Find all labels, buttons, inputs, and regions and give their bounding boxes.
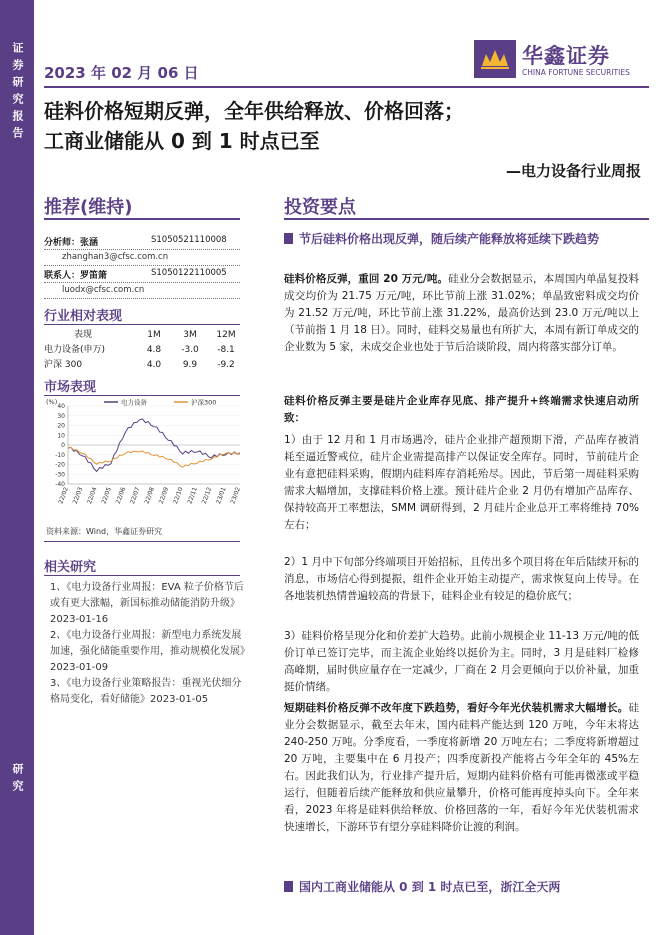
paragraph-4: 2）1 月中下旬部分终端项目开始招标，且传出多个项目将在年后陆续开标的消息，市场信心得到提振，组件企业开始主动提产，需求恢复向上传导。在各地装机热情普遍较高的背景下，硅料企业有较足的稳价底气； [284, 556, 639, 602]
x-tick-label: 22/09 [157, 486, 171, 505]
sidebar-label-top: 证券研究报告 [11, 42, 24, 144]
paragraph-5: 3）硅料价格呈现分化和价差扩大趋势。此前小规模企业 11-13 万元/吨的低价订单已签订完毕，而主流企业始终以挺价为主。同时，3 月是硅料厂检修高峰期，届时供应量存在一定减少，厂商在 2 月会更倾向于以价补量，加重挺价情绪。 [284, 630, 639, 693]
y-tick-label: 20 [57, 422, 65, 430]
report-date: 2023 年 02 月 06 日 [44, 64, 199, 82]
sidebar-label-bottom: 研究 [11, 763, 24, 797]
paragraph-1 [284, 271, 639, 356]
list-item[interactable]: 2、《电力设备行业周报：新型电力系统发展加速，强化储能重要作用，推动规模化发展》2023-01-09 [50, 630, 245, 673]
x-tick-label: 22/11 [186, 486, 199, 505]
logo-icon [474, 40, 516, 78]
x-tick-label: 22/07 [129, 486, 142, 505]
x-tick-label: 22/12 [200, 486, 214, 505]
divider [44, 282, 240, 283]
table-cell: -3.0 [181, 345, 199, 355]
list-item[interactable]: 1、《电力设备行业周报：EVA 粒子价格节后或有更大涨幅，新国标推动储能消防升级》2023-01-16 [50, 582, 244, 625]
contact-role: 联系人： [44, 271, 81, 281]
chart-bottom-rule [44, 541, 240, 542]
y-tick-label: -10 [55, 451, 65, 459]
legend-label: 电力设备 [121, 398, 147, 407]
x-tick-label: 22/05 [100, 486, 113, 505]
table-cell: 4.8 [146, 345, 162, 355]
x-tick-label: 22/02 [57, 486, 70, 505]
report-title-line2: 工商业储能从 0 到 1 时点已至 [44, 129, 320, 153]
report-title-line1: 硅料价格短期反弹，全年供给释放、价格回落； [44, 99, 464, 123]
square-bullet-icon [284, 233, 293, 244]
perf-heading: 行业相对表现 [44, 309, 123, 324]
perf-header-cell: 1M [147, 330, 161, 340]
table-cell: 9.9 [182, 360, 198, 370]
table-row [44, 343, 244, 358]
divider [44, 249, 240, 250]
logo-name-en: CHINA FORTUNE SECURITIES [522, 68, 630, 77]
logo-name-cn: 华鑫证券 [522, 44, 610, 68]
x-tick-label: 23/01 [215, 486, 228, 505]
y-tick-label: -30 [55, 471, 65, 479]
perf-header-cell: 3M [183, 330, 197, 340]
contact-email[interactable]: luodx@cfsc.com.cn [62, 285, 145, 295]
x-tick-label: 22/04 [86, 486, 99, 505]
y-tick-label: 30 [57, 412, 65, 420]
divider [44, 265, 240, 266]
section2-title: 国内工商业储能从 0 到 1 时点已至，浙江全天两 [299, 880, 561, 894]
analyst-email[interactable]: zhanghan3@cfsc.com.cn [62, 252, 169, 262]
rating-rule [44, 218, 240, 220]
header-rule [44, 86, 649, 88]
section1-title: 节后硅料价格出现反弹，随后续产能释放将延续下跌趋势 [299, 232, 600, 246]
section2-heading [284, 878, 644, 896]
legend-label: 沪深300 [191, 398, 217, 407]
y-tick-label: 10 [57, 432, 65, 440]
key-points-rule [284, 218, 649, 220]
contact-code: S1050122110005 [151, 268, 227, 278]
paragraph-1-lead: 硅料价格反弹，重回 20 万元/吨。 [284, 273, 449, 285]
perf-header-row [44, 328, 244, 343]
related-list [50, 580, 246, 708]
table-row [44, 358, 244, 373]
key-points-heading: 投资要点 [284, 197, 356, 218]
related-heading: 相关研究 [44, 560, 97, 575]
report-subtitle: —电力设备行业周报 [505, 162, 641, 180]
x-tick-label: 22/08 [143, 486, 156, 505]
contact-row [44, 268, 227, 281]
analyst-name: 张涵 [80, 238, 99, 248]
analyst-row [44, 235, 227, 248]
series-line-2 [68, 447, 240, 467]
y-tick-label: -40 [55, 481, 65, 488]
table-cell: 4.0 [146, 360, 162, 370]
rating-heading: 推荐(维持) [44, 197, 133, 218]
market-heading: 市场表现 [44, 380, 97, 395]
perf-header-cell: 12M [216, 330, 236, 340]
y-unit-label: (%) [46, 398, 58, 406]
analyst-code: S1050521110008 [151, 235, 227, 245]
list-item[interactable]: 3、《电力设备行业策略报告：重视光伏细分格局变化，看好储能》2023-01-05 [50, 678, 242, 705]
perf-table [44, 328, 244, 373]
contact-name: 罗笛箫 [80, 271, 108, 281]
chart-source: 资料来源：Wind，华鑫证券研究 [46, 527, 163, 536]
logo-mark [474, 40, 516, 78]
paragraph-1-body: 硅业分会数据显示，本周国内单晶复投料成交均价为 21.75 万元/吨，环比节前上涨 31.02%；单晶致密料成交均价为 21.52 万元/吨，环比节前上涨 31.22%，最高价达到 23.0 万元/吨以上（节前指 1 月 18 日）。同时，硅料交易量也有所扩大，本周有新订单成交的企业数为 5 家，未成交企业也处于节后洽谈阶段，周内将落实部分订单。 [284, 273, 640, 353]
market-chart [44, 396, 244, 520]
x-tick-label: 22/10 [172, 486, 185, 505]
paragraph-3: 1）由于 12 月和 1 月市场遇冷，硅片企业排产超预期下滑，产品库存被消耗至逼近警戒位，硅片企业需提高排产以保证安全库存。同时，节前硅片企业有意把硅料采购，假期内硅料库存消耗殆尽。因此，节后第一周硅料采购需求大幅增加，支撑硅料价格上涨。预计硅片企业 2 月仍有增加产品库存、保持较高开工率想法，SMM 调研得到，2 月硅片企业总开工率将维持 70%左右； [284, 434, 639, 531]
square-bullet-icon [284, 881, 293, 892]
paragraph-6-lead: 短期硅料价格反弹不改年度下跌趋势，看好今年光伏装机需求大幅增长。 [284, 702, 629, 714]
paragraph-6-body: 硅业分会数据显示，截至去年末，国内硅料产能达到 120 万吨，今年末将达 240-250 万吨。分季度看，一季度将新增 20 万吨左右；二季度将新增超过 20 万吨，主要集中在 6 月投产；四季度新投产能将占今年全年的 45%左右。因此我们认为，行业排产提升后，短期内硅料价格有可能再微涨或平稳运行，但随着后续产能释放和供应量攀升，价格可能再度掉头向下。全年来看，2023 年将是硅料供给释放、价格回落的一年，看好今年光伏装机需求快速增长，下游环节有望分享硅料降价让渡的利润。 [284, 702, 639, 833]
paragraph-2: 硅料价格反弹主要是硅片企业库存见底、排产提升+终端需求快速启动所致： [284, 395, 639, 424]
x-tick-label: 22/06 [114, 486, 128, 505]
divider [44, 298, 240, 299]
x-tick-label: 23/02 [229, 486, 242, 505]
table-cell: 电力设备(申万) [44, 345, 106, 355]
x-tick-label: 22/03 [71, 486, 85, 505]
section1-heading [284, 230, 644, 248]
y-tick-label: 0 [61, 442, 65, 449]
perf-header-cell: 表现 [74, 330, 93, 340]
perf-rule [44, 324, 240, 325]
y-tick-label: -20 [55, 461, 65, 469]
table-cell: 沪深 300 [44, 360, 83, 370]
analyst-role: 分析师： [44, 238, 81, 248]
y-tick-label: 40 [57, 403, 65, 410]
table-cell: -8.1 [217, 345, 235, 355]
related-rule [44, 575, 240, 576]
paragraph-6 [284, 700, 639, 836]
table-cell: -9.2 [217, 360, 235, 370]
